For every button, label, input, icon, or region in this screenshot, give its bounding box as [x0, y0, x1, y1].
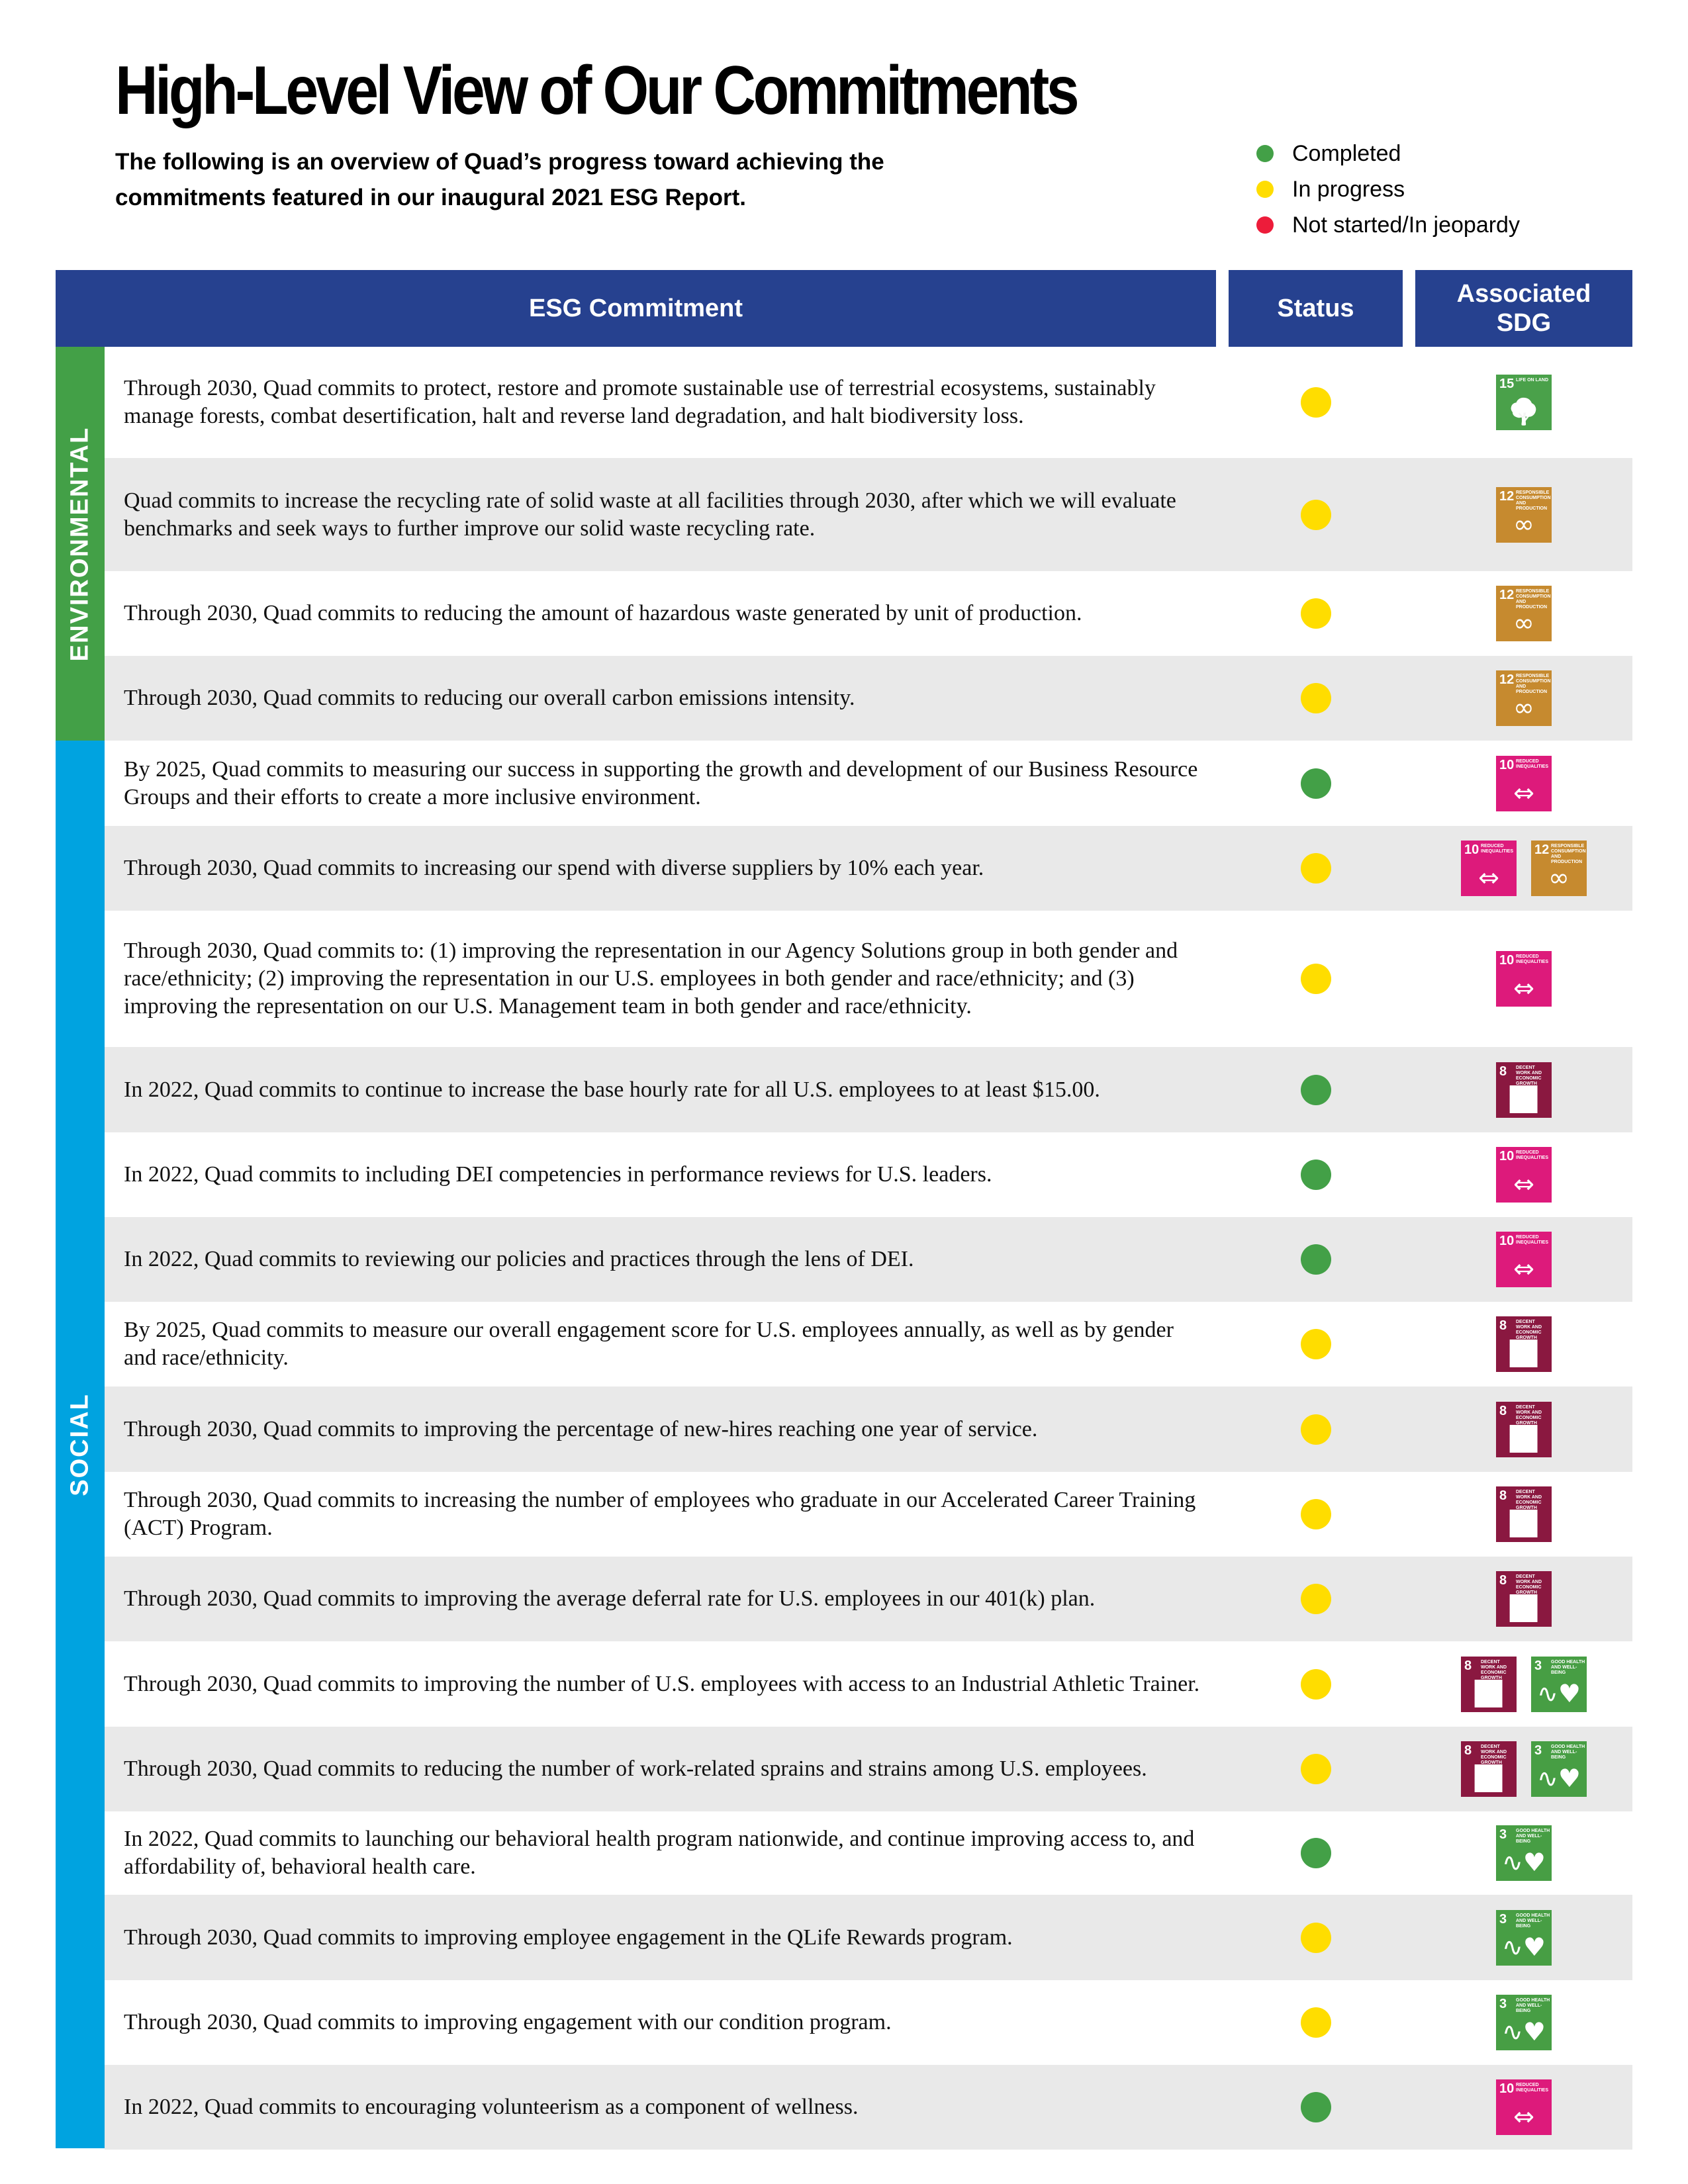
table-row [105, 1132, 1632, 1217]
table-row [105, 458, 1632, 571]
header-status: Status [1229, 270, 1403, 347]
header-esg-commitment: ESG Commitment [56, 270, 1216, 347]
equality-icon: ⇔ [1513, 778, 1534, 807]
commitment-text: Through 2030, Quad commits to reducing the number of work-related sprains and strains among U.S. employees. [124, 1756, 1147, 1781]
sdg-icons [1415, 2079, 1632, 2135]
table-row [105, 741, 1632, 826]
heartbeat-icon: ∿♥ [1537, 1678, 1581, 1708]
sdg-icons [1415, 1995, 1632, 2050]
sdg-number: 3 [1534, 1743, 1542, 1758]
sdg-label: RESPONSIBLE CONSUMPTION AND PRODUCTION [1516, 589, 1551, 610]
commitment-text: In 2022, Quad commits to including DEI competencies in performance reviews for U.S. leaders. [124, 1162, 992, 1187]
sdg-number: 12 [1499, 588, 1515, 602]
sdg-8-badge [1461, 1657, 1517, 1712]
status-in-progress-icon [1301, 1329, 1331, 1359]
sdg-8-badge [1496, 1062, 1552, 1118]
sdg-3-badge [1496, 1825, 1552, 1881]
sdg-number: 3 [1499, 1911, 1507, 1927]
sdg-10-badge [1496, 2079, 1552, 2135]
sdg-label: DECENT WORK AND ECONOMIC GROWTH [1516, 1574, 1542, 1595]
growth-chart-icon: 📈 [1508, 1424, 1540, 1453]
commitment-text: Through 2030, Quad commits to protect, restore and promote sustainable use of terrestrial ecosystems, sustainably manage forests, combat desertification, halt and reverse land degradation, and halt biodiversity loss. [124, 376, 1156, 428]
status-in-progress-icon [1301, 1414, 1331, 1445]
commitment-text: Through 2030, Quad commits to improving the number of U.S. employees with access to an Industrial Athletic Trainer. [124, 1671, 1200, 1696]
sdg-icons [1415, 586, 1632, 641]
sdg-12-badge [1531, 841, 1587, 896]
table-row [105, 1811, 1632, 1895]
commitment-text: Through 2030, Quad commits to improving employee engagement in the QLife Rewards program. [124, 1925, 1013, 1950]
sdg-number: 8 [1499, 1064, 1507, 1079]
commitment-text: In 2022, Quad commits to encouraging volunteerism as a component of wellness. [124, 2095, 859, 2119]
section-social [56, 741, 105, 2148]
status-completed-icon [1301, 1075, 1331, 1105]
sdg-label: DECENT WORK AND ECONOMIC GROWTH [1516, 1320, 1542, 1340]
sdg-8-badge [1461, 1741, 1517, 1797]
sdg-label: RESPONSIBLE CONSUMPTION AND PRODUCTION [1551, 844, 1586, 864]
legend-not-started [1256, 207, 1520, 243]
status-in-progress-icon [1301, 683, 1331, 713]
sdg-label: DECENT WORK AND ECONOMIC GROWTH [1516, 1490, 1542, 1510]
commitment-text: In 2022, Quad commits to reviewing our policies and practices through the lens of DEI. [124, 1247, 914, 1271]
infinity-icon: ∞ [1513, 509, 1534, 539]
sdg-number: 8 [1499, 1488, 1507, 1503]
sdg-icons [1415, 1402, 1632, 1457]
commitment-text: Through 2030, Quad commits to improving the percentage of new-hires reaching one year of service. [124, 1416, 1038, 1441]
equality-icon: ⇔ [1513, 1169, 1534, 1199]
infinity-icon: ∞ [1548, 863, 1570, 892]
status-in-progress-icon [1301, 1499, 1331, 1529]
sdg-number: 8 [1464, 1743, 1472, 1758]
table-row [105, 1472, 1632, 1557]
sdg-10-badge [1496, 951, 1552, 1007]
table-row [105, 571, 1632, 656]
infinity-icon: ∞ [1513, 608, 1534, 637]
sdg-label: REDUCED INEQUALITIES [1516, 1235, 1549, 1245]
sdg-label: RESPONSIBLE CONSUMPTION AND PRODUCTION [1516, 674, 1551, 694]
sdg-icons [1415, 1910, 1632, 1966]
sdg-label: DECENT WORK AND ECONOMIC GROWTH [1516, 1065, 1542, 1086]
sdg-number: 10 [1499, 953, 1515, 968]
legend-label: Completed [1292, 140, 1401, 166]
sdg-number: 3 [1534, 1658, 1542, 1673]
section-label: SOCIAL [66, 1392, 94, 1496]
heartbeat-icon: ∿♥ [1502, 1848, 1546, 1877]
equality-icon: ⇔ [1513, 974, 1534, 1003]
commitment-text: In 2022, Quad commits to launching our behavioral health program nationwide, and continue improving access to, and affordability of, behavioral health care. [124, 1827, 1195, 1879]
growth-chart-icon: 📈 [1473, 1764, 1505, 1793]
sdg-icons [1415, 951, 1632, 1007]
sdg-3-badge [1531, 1741, 1587, 1797]
sdg-10-badge [1496, 1232, 1552, 1287]
sdg-icons [1415, 1741, 1632, 1797]
sdg-number: 3 [1499, 1997, 1507, 2011]
commitment-text: Through 2030, Quad commits to increasing our spend with diverse suppliers by 10% each year. [124, 856, 984, 880]
header-associated-sdg: Associated SDG [1415, 270, 1632, 347]
sdg-3-badge [1496, 1910, 1552, 1966]
sdg-icons [1415, 670, 1632, 726]
commitment-text: Through 2030, Quad commits to improving engagement with our condition program. [124, 2010, 892, 2034]
growth-chart-icon: 📈 [1508, 1594, 1540, 1623]
page-subtitle: The following is an overview of Quad’s progress toward achieving the commitments featured in our inaugural 2021 ESG Report. [115, 149, 884, 210]
green-dot-icon [1256, 145, 1274, 162]
status-in-progress-icon [1301, 1754, 1331, 1784]
sdg-label: REDUCED INEQUALITIES [1516, 1150, 1549, 1160]
status-completed-icon [1301, 1160, 1331, 1190]
legend-completed [1256, 136, 1520, 171]
sdg-icons [1415, 487, 1632, 543]
sdg-label: LIFE ON LAND [1516, 378, 1548, 383]
status-in-progress-icon [1301, 1669, 1331, 1700]
sdg-label: GOOD HEALTH AND WELL-BEING [1551, 1745, 1585, 1760]
sdg-label: DECENT WORK AND ECONOMIC GROWTH [1516, 1404, 1542, 1426]
table-row [105, 656, 1632, 741]
sdg-12-badge [1496, 670, 1552, 726]
sdg-3-badge [1496, 1995, 1552, 2050]
status-completed-icon [1301, 1244, 1331, 1275]
table-row [105, 911, 1632, 1047]
commitment-text: By 2025, Quad commits to measuring our success in supporting the growth and development of our Business Resource Groups and their efforts to create a more inclusive environment. [124, 756, 1198, 809]
table-row [105, 1895, 1632, 1980]
sdg-8-badge [1496, 1402, 1552, 1457]
sdg-icons [1415, 756, 1632, 811]
sdg-icons [1415, 1316, 1632, 1372]
sdg-number: 12 [1499, 488, 1515, 504]
sdg-number: 12 [1499, 672, 1515, 687]
sdg-label: REDUCED INEQUALITIES [1516, 2083, 1549, 2093]
sdg-number: 10 [1464, 842, 1479, 857]
sdg-label: GOOD HEALTH AND WELL-BEING [1516, 1913, 1550, 1929]
sdg-number: 8 [1499, 1318, 1507, 1333]
sdg-10-badge [1496, 756, 1552, 811]
commitment-text: Through 2030, Quad commits to increasing the number of employees who graduate in our Accelerated Career Training (ACT) Program. [124, 1488, 1196, 1540]
growth-chart-icon: 📈 [1508, 1339, 1540, 1368]
status-in-progress-icon [1301, 598, 1331, 629]
sdg-3-badge [1531, 1657, 1587, 1712]
sdg-number: 10 [1499, 1149, 1515, 1163]
commitment-text: Through 2030, Quad commits to reducing the amount of hazardous waste generated by unit of production. [124, 601, 1082, 625]
status-in-progress-icon [1301, 1923, 1331, 1953]
legend-label: In progress [1292, 176, 1405, 202]
sdg-label: REDUCED INEQUALITIES [1481, 844, 1514, 854]
sdg-label: GOOD HEALTH AND WELL-BEING [1516, 1998, 1550, 2013]
commitments-table [105, 347, 1632, 2150]
status-completed-icon [1301, 768, 1331, 799]
page-title: High-Level View of Our Commitments [115, 52, 1077, 129]
sdg-label: RESPONSIBLE CONSUMPTION AND PRODUCTION [1516, 490, 1551, 511]
heartbeat-icon: ∿♥ [1502, 2017, 1546, 2046]
section-label: ENVIRONMENTAL [66, 426, 94, 661]
growth-chart-icon: 📈 [1508, 1509, 1540, 1538]
sdg-number: 8 [1499, 1403, 1507, 1418]
status-legend [1256, 136, 1520, 243]
commitment-text: Through 2030, Quad commits to reducing our overall carbon emissions intensity. [124, 686, 855, 710]
sdg-icons [1415, 1232, 1632, 1287]
sdg-icons [1415, 1571, 1632, 1627]
status-in-progress-icon [1301, 964, 1331, 994]
sdg-number: 3 [1499, 1827, 1507, 1842]
heartbeat-icon: ∿♥ [1502, 1932, 1546, 1962]
status-completed-icon [1301, 1838, 1331, 1868]
table-row [105, 1557, 1632, 1641]
table-row [105, 347, 1632, 458]
table-row [105, 1047, 1632, 1132]
table-row [105, 1217, 1632, 1302]
commitment-text: By 2025, Quad commits to measure our overall engagement score for U.S. employees annually, as well as by gender and race/ethnicity. [124, 1318, 1174, 1370]
sdg-10-badge [1461, 841, 1517, 896]
sdg-label: REDUCED INEQUALITIES [1516, 758, 1549, 769]
sdg-label: GOOD HEALTH AND WELL-BEING [1551, 1659, 1585, 1675]
legend-label: Not started/In jeopardy [1292, 212, 1520, 238]
table-row [105, 1641, 1632, 1727]
table-row [105, 826, 1632, 911]
sdg-label: GOOD HEALTH AND WELL-BEING [1516, 1829, 1550, 1844]
sdg-number: 10 [1499, 757, 1515, 772]
sdg-number: 12 [1534, 842, 1550, 857]
status-in-progress-icon [1301, 2007, 1331, 2038]
yellow-dot-icon [1256, 181, 1274, 198]
sdg-15-badge [1496, 375, 1552, 430]
commitment-text: Quad commits to increase the recycling rate of solid waste at all facilities through 2030, after which we will evaluate benchmarks and seek ways to further improve our solid waste recycling rate. [124, 488, 1176, 541]
equality-icon: ⇔ [1478, 863, 1499, 892]
table-row [105, 1980, 1632, 2065]
sdg-label: DECENT WORK AND ECONOMIC GROWTH [1481, 1659, 1507, 1680]
sdg-number: 8 [1464, 1658, 1472, 1673]
sdg-10-badge [1496, 1147, 1552, 1203]
status-in-progress-icon [1301, 387, 1331, 418]
table-row [105, 1302, 1632, 1387]
sdg-icons [1415, 1486, 1632, 1542]
sdg-icons [1415, 1657, 1632, 1712]
legend-in-progress [1256, 171, 1520, 207]
sdg-label: DECENT WORK AND ECONOMIC GROWTH [1481, 1745, 1507, 1765]
growth-chart-icon: 📈 [1508, 1084, 1540, 1114]
commitment-text: In 2022, Quad commits to continue to increase the base hourly rate for all U.S. employees to at least $15.00. [124, 1077, 1100, 1102]
red-dot-icon [1256, 216, 1274, 234]
sdg-icons [1415, 1147, 1632, 1203]
status-in-progress-icon [1301, 500, 1331, 530]
sdg-number: 10 [1499, 2081, 1515, 2096]
sdg-icons [1415, 1825, 1632, 1881]
sdg-8-badge [1496, 1486, 1552, 1542]
sdg-icons [1415, 375, 1632, 430]
heartbeat-icon: ∿♥ [1537, 1764, 1581, 1793]
sdg-8-badge [1496, 1316, 1552, 1372]
growth-chart-icon: 📈 [1473, 1678, 1505, 1708]
commitment-text: Through 2030, Quad commits to: (1) improving the representation in our Agency Solutions group in both gender and race/ethnicity; (2) improving the representation in our U.S. employees in both gender and race/ethnicity; and (3) improving the representation on our U.S. Management team in both gender and race/ethnicity. [124, 938, 1178, 1019]
table-row [105, 1387, 1632, 1472]
tree-icon: 🌳 [1508, 397, 1540, 426]
equality-icon: ⇔ [1513, 1254, 1534, 1283]
equality-icon: ⇔ [1513, 2102, 1534, 2131]
sdg-label: REDUCED INEQUALITIES [1516, 954, 1549, 964]
infinity-icon: ∞ [1513, 693, 1534, 722]
sdg-number: 15 [1499, 377, 1515, 391]
table-row [105, 2065, 1632, 2150]
sdg-8-badge [1496, 1571, 1552, 1627]
table-row [105, 1727, 1632, 1811]
sdg-number: 10 [1499, 1234, 1515, 1248]
section-environmental [56, 347, 105, 741]
status-completed-icon [1301, 2092, 1331, 2122]
sdg-12-badge [1496, 487, 1552, 543]
sdg-icons [1415, 1062, 1632, 1118]
sdg-icons [1415, 841, 1632, 896]
commitment-text: Through 2030, Quad commits to improving the average deferral rate for U.S. employees in our 401(k) plan. [124, 1586, 1096, 1611]
status-in-progress-icon [1301, 853, 1331, 884]
status-in-progress-icon [1301, 1584, 1331, 1614]
sdg-12-badge [1496, 586, 1552, 641]
sdg-number: 8 [1499, 1573, 1507, 1588]
